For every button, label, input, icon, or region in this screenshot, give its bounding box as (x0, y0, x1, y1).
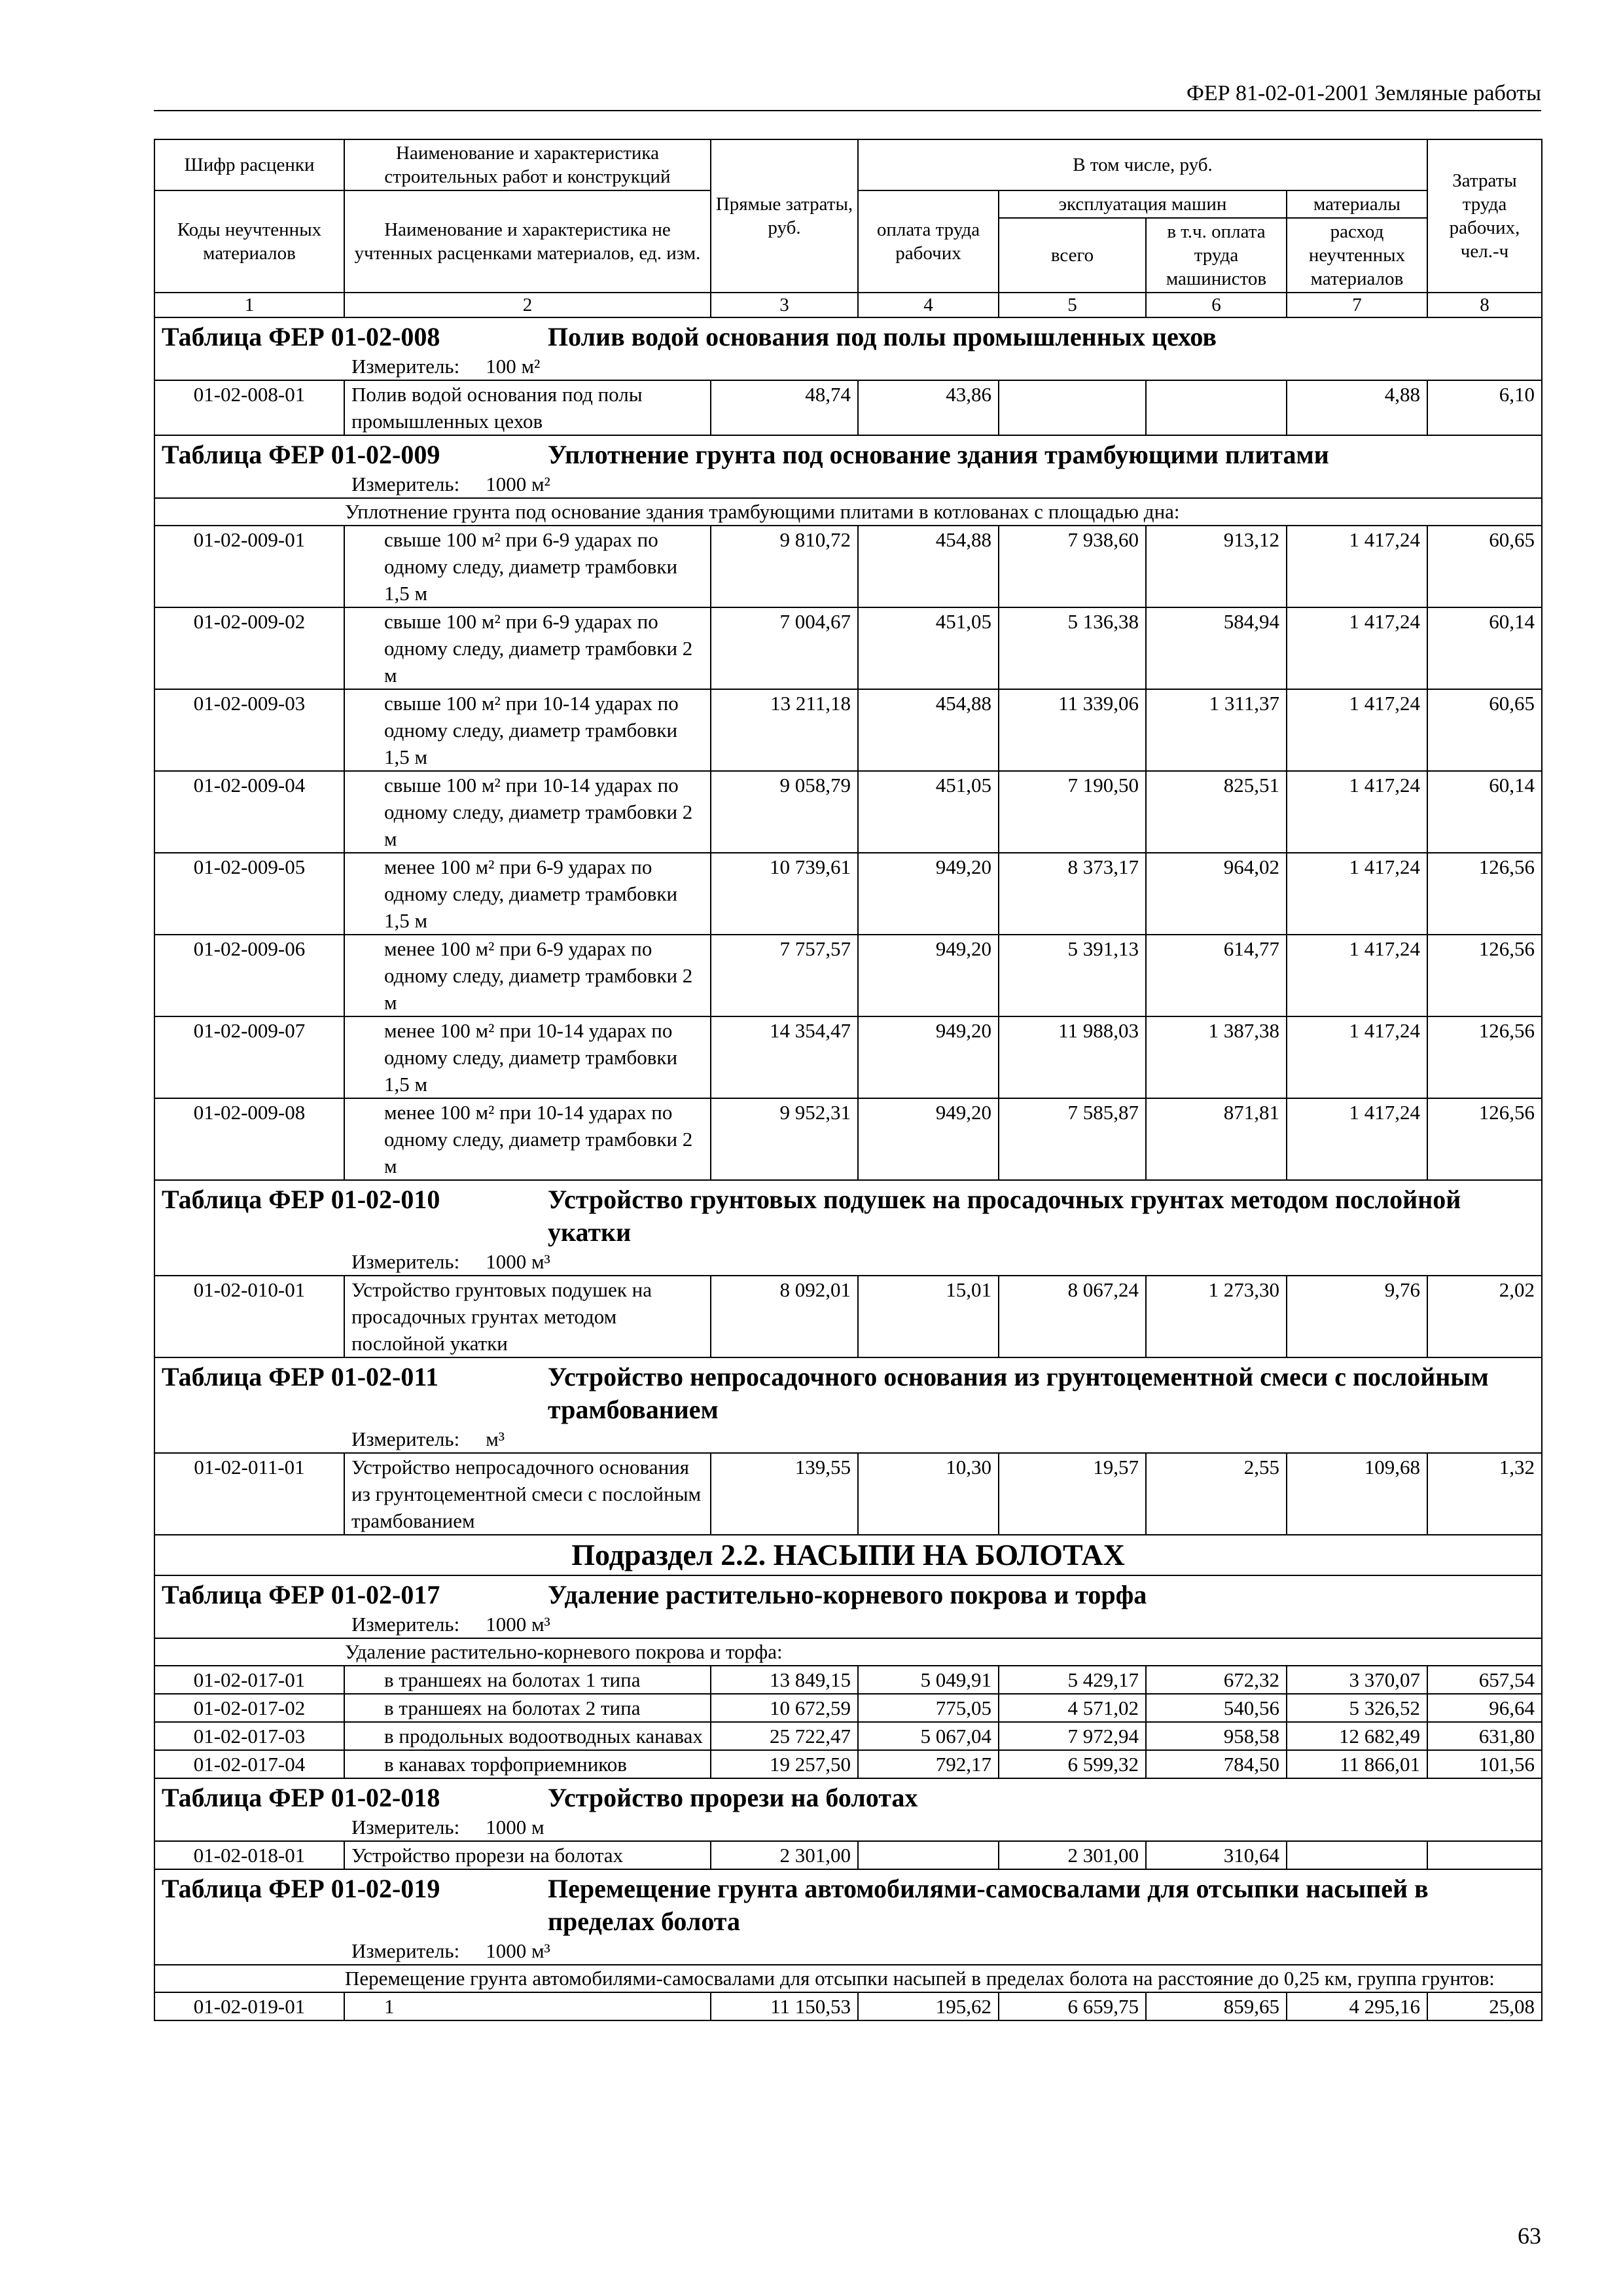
table-cell: 4 295,16 (1287, 1992, 1427, 2020)
table-code: Таблица ФЕР 01-02-009 (162, 440, 440, 469)
table-cell: свыше 100 м² при 10-14 ударах по одному следу, диаметр трамбовки 1,5 м (344, 689, 711, 771)
col-number: 8 (1427, 293, 1542, 317)
table-row (154, 380, 1542, 435)
table-cell: 3 370,07 (1287, 1666, 1427, 1694)
group-row (154, 1965, 1542, 1992)
table-cell: Устройство непросадочного основания из грунтоцементной смеси с послойным трамбованием (344, 1453, 711, 1535)
measure-line (162, 353, 1535, 380)
col-mat-names-header: Наименование и характеристика не учтенных расценками материалов, ед. изм. (344, 190, 711, 293)
table-cell: 913,12 (1146, 526, 1287, 607)
table-cell: 5 391,13 (999, 935, 1146, 1016)
table-cell: 101,56 (1427, 1750, 1542, 1778)
table-cell: 657,54 (1427, 1666, 1542, 1694)
table-cell: 1 417,24 (1287, 1016, 1427, 1098)
table-cell: 01-02-009-04 (154, 771, 344, 853)
measure-unit: 1000 м³ (486, 1250, 550, 1273)
table-title: Устройство грунтовых подушек на просадочных грунтах методом послойной укатки (548, 1185, 1461, 1247)
table-cell: 43,86 (858, 380, 999, 435)
table-cell: 15,01 (858, 1276, 999, 1357)
table-row (154, 853, 1542, 935)
table-title-cell (154, 1180, 1542, 1276)
table-cell (858, 1841, 999, 1869)
table-cell: в продольных водоотводных канавах (344, 1722, 711, 1750)
table-title-row (154, 1575, 1542, 1638)
table-row (154, 1276, 1542, 1357)
table-row (154, 1750, 1542, 1778)
measure-label: Измеритель: (351, 473, 460, 495)
table-cell: 11 866,01 (1287, 1750, 1427, 1778)
table-row (154, 1016, 1542, 1098)
col-number: 5 (999, 293, 1146, 317)
table-cell: 958,58 (1146, 1722, 1287, 1750)
table-cell: 19 257,50 (711, 1750, 858, 1778)
table-title-row (154, 1357, 1542, 1453)
table-cell: 7 972,94 (999, 1722, 1146, 1750)
table-cell: 7 757,57 (711, 935, 858, 1016)
table-cell: 1 417,24 (1287, 607, 1427, 689)
measure-line (162, 1938, 1535, 1964)
table-cell: 48,74 (711, 380, 858, 435)
col-direct-header: Прямые затраты, руб. (711, 139, 858, 293)
col-name-header: Наименование и характеристика строительных работ и конструкций (344, 139, 711, 190)
table-cell: 10 672,59 (711, 1694, 858, 1722)
table-cell: 01-02-017-01 (154, 1666, 344, 1694)
page-number: 63 (1518, 2223, 1541, 2249)
table-cell: 1 (344, 1992, 711, 2020)
table-cell: 01-02-009-06 (154, 935, 344, 1016)
table-cell: 7 938,60 (999, 526, 1146, 607)
table-body (154, 317, 1542, 2020)
table-row (154, 607, 1542, 689)
group-description: Перемещение грунта автомобилями-самосвалами для отсыпки насыпей в пределах болота на расстояние до 0,25 км, группа грунтов: (154, 1965, 1542, 1992)
table-cell: 25 722,47 (711, 1722, 858, 1750)
table-row (154, 689, 1542, 771)
table-cell: 4 571,02 (999, 1694, 1146, 1722)
table-cell (1427, 1841, 1542, 1869)
table-row (154, 1694, 1542, 1722)
table-title: Полив водой основания под полы промышленных цехов (548, 322, 1217, 351)
table-row (154, 1453, 1542, 1535)
table-title-cell (154, 435, 1542, 498)
table-cell: 01-02-009-01 (154, 526, 344, 607)
table-title: Устройство непросадочного основания из грунтоцементной смеси с послойным трамбованием (548, 1362, 1489, 1424)
table-cell: 454,88 (858, 526, 999, 607)
measure-unit: 100 м² (486, 355, 541, 378)
table-cell: 631,80 (1427, 1722, 1542, 1750)
table-cell: 6 659,75 (999, 1992, 1146, 2020)
page-header: ФЕР 81-02-01-2001 Земляные работы (1186, 81, 1541, 105)
table-row (154, 1992, 1542, 2020)
col-number: 7 (1287, 293, 1427, 317)
measure-label: Измеритель: (351, 1613, 460, 1636)
table-cell: 2 301,00 (711, 1841, 858, 1869)
table-cell: 614,77 (1146, 935, 1287, 1016)
measure-label: Измеритель: (351, 1427, 460, 1450)
table-cell: 1 311,37 (1146, 689, 1287, 771)
table-cell: 60,65 (1427, 689, 1542, 771)
table-cell: 1 387,38 (1146, 1016, 1287, 1098)
table-row (154, 771, 1542, 853)
table-cell: 126,56 (1427, 1098, 1542, 1180)
measure-line (162, 1611, 1535, 1638)
measure-line (162, 1814, 1535, 1840)
table-cell (1146, 380, 1287, 435)
table-cell: 10,30 (858, 1453, 999, 1535)
measure-unit: 1000 м³ (486, 1939, 550, 1962)
table-cell: 01-02-017-02 (154, 1694, 344, 1722)
table-cell: 2,55 (1146, 1453, 1287, 1535)
table-cell (1287, 1841, 1427, 1869)
table-cell: 1 417,24 (1287, 1098, 1427, 1180)
table-cell: 01-02-011-01 (154, 1453, 344, 1535)
table-cell: 540,56 (1146, 1694, 1287, 1722)
table-cell: 25,08 (1427, 1992, 1542, 2020)
rates-table (154, 139, 1543, 2021)
table-cell: 109,68 (1287, 1453, 1427, 1535)
col-code-header: Шифр расценки (154, 139, 344, 190)
table-cell: 792,17 (858, 1750, 999, 1778)
table-cell: 7 004,67 (711, 607, 858, 689)
table-cell: 60,14 (1427, 607, 1542, 689)
measure-label: Измеритель: (351, 1816, 460, 1839)
table-cell: 6 599,32 (999, 1750, 1146, 1778)
table-cell: свыше 100 м² при 6-9 ударах по одному следу, диаметр трамбовки 2 м (344, 607, 711, 689)
table-row (154, 935, 1542, 1016)
table-cell: свыше 100 м² при 6-9 ударах по одному следу, диаметр трамбовки 1,5 м (344, 526, 711, 607)
measure-label: Измеритель: (351, 355, 460, 378)
col-labor-cost-header: Затраты труда рабочих, чел.-ч (1427, 139, 1542, 293)
measure-label: Измеритель: (351, 1250, 460, 1273)
table-cell: 454,88 (858, 689, 999, 771)
table-cell: 584,94 (1146, 607, 1287, 689)
table-title-row (154, 1180, 1542, 1276)
table-cell: 964,02 (1146, 853, 1287, 935)
table-cell: 7 585,87 (999, 1098, 1146, 1180)
table-cell: в траншеях на болотах 2 типа (344, 1694, 711, 1722)
table-cell: 6,10 (1427, 380, 1542, 435)
table-cell: 8 092,01 (711, 1276, 858, 1357)
table-title-row (154, 1778, 1542, 1841)
table-cell: 672,32 (1146, 1666, 1287, 1694)
table-row (154, 1722, 1542, 1750)
header-rule (154, 110, 1541, 111)
table-cell: 13 849,15 (711, 1666, 858, 1694)
table-cell: 13 211,18 (711, 689, 858, 771)
table-cell: 949,20 (858, 853, 999, 935)
table-row (154, 526, 1542, 607)
table-cell: 12 682,49 (1287, 1722, 1427, 1750)
table-cell: 825,51 (1146, 771, 1287, 853)
table-cell: 1 417,24 (1287, 689, 1427, 771)
table-code: Таблица ФЕР 01-02-010 (162, 1185, 440, 1214)
col-number: 4 (858, 293, 999, 317)
table-cell: 949,20 (858, 935, 999, 1016)
group-description: Удаление растительно-корневого покрова и торфа: (154, 1638, 1542, 1666)
table-cell: 1 417,24 (1287, 935, 1427, 1016)
col-mat-codes-header: Коды неучтенных материалов (154, 190, 344, 293)
col-number: 6 (1146, 293, 1287, 317)
table-cell: 11 150,53 (711, 1992, 858, 2020)
table-cell: 775,05 (858, 1694, 999, 1722)
table-cell: менее 100 м² при 6-9 ударах по одному следу, диаметр трамбовки 1,5 м (344, 853, 711, 935)
table-cell: 784,50 (1146, 1750, 1287, 1778)
table-cell: 949,20 (858, 1098, 999, 1180)
table-cell: 01-02-009-03 (154, 689, 344, 771)
table-title-cell (154, 1575, 1542, 1638)
table-cell: 01-02-019-01 (154, 1992, 344, 2020)
table-cell: 2,02 (1427, 1276, 1542, 1357)
table-cell: 60,65 (1427, 526, 1542, 607)
table-cell: 9,76 (1287, 1276, 1427, 1357)
table-title: Уплотнение грунта под основание здания трамбующими плитами (548, 440, 1329, 469)
table-cell: 126,56 (1427, 935, 1542, 1016)
measure-line (162, 1426, 1535, 1452)
table-row (154, 1666, 1542, 1694)
table-cell: 11 988,03 (999, 1016, 1146, 1098)
table-title-cell (154, 317, 1542, 380)
subsection-heading-row (154, 1535, 1542, 1575)
group-row (154, 1638, 1542, 1666)
col-machines-header: эксплуатация машин (999, 190, 1287, 218)
table-title-cell (154, 1778, 1542, 1841)
table-cell: 8 373,17 (999, 853, 1146, 935)
table-cell: 1 417,24 (1287, 853, 1427, 935)
table-cell: 871,81 (1146, 1098, 1287, 1180)
table-cell: 96,64 (1427, 1694, 1542, 1722)
table-cell: 949,20 (858, 1016, 999, 1098)
column-numbers-row (154, 293, 1542, 317)
table-cell: 7 190,50 (999, 771, 1146, 853)
table-cell: 1,32 (1427, 1453, 1542, 1535)
table-cell: 01-02-009-07 (154, 1016, 344, 1098)
table-code: Таблица ФЕР 01-02-011 (162, 1362, 439, 1391)
col-machines-total-header: всего (999, 218, 1146, 293)
table-code: Таблица ФЕР 01-02-018 (162, 1783, 440, 1812)
table-cell: менее 100 м² при 6-9 ударах по одному следу, диаметр трамбовки 2 м (344, 935, 711, 1016)
table-title-cell (154, 1357, 1542, 1453)
table-cell: 01-02-017-03 (154, 1722, 344, 1750)
col-number: 3 (711, 293, 858, 317)
table-cell: 60,14 (1427, 771, 1542, 853)
table-cell: 1 273,30 (1146, 1276, 1287, 1357)
col-number: 1 (154, 293, 344, 317)
table-cell: 1 417,24 (1287, 771, 1427, 853)
group-row (154, 498, 1542, 526)
table-cell: 139,55 (711, 1453, 858, 1535)
table-cell: 01-02-010-01 (154, 1276, 344, 1357)
table-row (154, 1098, 1542, 1180)
table-cell: 01-02-009-05 (154, 853, 344, 935)
table-cell: свыше 100 м² при 10-14 ударах по одному следу, диаметр трамбовки 2 м (344, 771, 711, 853)
table-cell: 19,57 (999, 1453, 1146, 1535)
table-cell: Устройство грунтовых подушек на просадочных грунтах методом послойной укатки (344, 1276, 711, 1357)
table-title-cell (154, 1869, 1542, 1965)
table-cell: 451,05 (858, 607, 999, 689)
table-cell: 8 067,24 (999, 1276, 1146, 1357)
table-cell: 310,64 (1146, 1841, 1287, 1869)
col-machines-labor-header: в т.ч. оплата труда машинистов (1146, 218, 1287, 293)
table-title-row (154, 1869, 1542, 1965)
table-cell: менее 100 м² при 10-14 ударах по одному следу, диаметр трамбовки 2 м (344, 1098, 711, 1180)
table-cell: 5 429,17 (999, 1666, 1146, 1694)
table-cell: 859,65 (1146, 1992, 1287, 2020)
col-including-header: В том числе, руб. (858, 139, 1427, 190)
col-labor-pay-header: оплата труда рабочих (858, 190, 999, 293)
table-cell: 195,62 (858, 1992, 999, 2020)
table-cell: 14 354,47 (711, 1016, 858, 1098)
table-title-row (154, 317, 1542, 380)
measure-line (162, 471, 1535, 497)
table-cell (999, 380, 1146, 435)
table-code: Таблица ФЕР 01-02-019 (162, 1874, 440, 1903)
table-cell: 11 339,06 (999, 689, 1146, 771)
group-description: Уплотнение грунта под основание здания трамбующими плитами в котлованах с площадью дна: (154, 498, 1542, 526)
table-cell: 10 739,61 (711, 853, 858, 935)
col-number: 2 (344, 293, 711, 317)
table-header (154, 139, 1542, 317)
measure-unit: 1000 м³ (486, 1613, 550, 1636)
col-materials-header: материалы (1287, 190, 1427, 218)
table-title-row (154, 435, 1542, 498)
table-code: Таблица ФЕР 01-02-017 (162, 1580, 440, 1609)
subsection-heading: Подраздел 2.2. НАСЫПИ НА БОЛОТАХ (154, 1535, 1542, 1575)
col-materials-unaccounted-header: расход неучтенных материалов (1287, 218, 1427, 293)
table-cell: 9 810,72 (711, 526, 858, 607)
table-cell: 2 301,00 (999, 1841, 1146, 1869)
measure-label: Измеритель: (351, 1939, 460, 1962)
table-cell: 4,88 (1287, 380, 1427, 435)
table-cell: 01-02-018-01 (154, 1841, 344, 1869)
table-cell: 451,05 (858, 771, 999, 853)
table-cell: 01-02-017-04 (154, 1750, 344, 1778)
table-cell: 01-02-009-08 (154, 1098, 344, 1180)
table-cell: менее 100 м² при 10-14 ударах по одному следу, диаметр трамбовки 1,5 м (344, 1016, 711, 1098)
table-cell: 5 067,04 (858, 1722, 999, 1750)
table-cell: 1 417,24 (1287, 526, 1427, 607)
table-cell: Полив водой основания под полы промышленных цехов (344, 380, 711, 435)
table-cell: Устройство прорези на болотах (344, 1841, 711, 1869)
table-cell: 126,56 (1427, 1016, 1542, 1098)
table-cell: 9 058,79 (711, 771, 858, 853)
table-cell: 5 326,52 (1287, 1694, 1427, 1722)
measure-unit: 1000 м (486, 1816, 544, 1839)
table-cell: в траншеях на болотах 1 типа (344, 1666, 711, 1694)
measure-unit: 1000 м² (486, 473, 550, 495)
table-cell: 01-02-009-02 (154, 607, 344, 689)
table-cell: 126,56 (1427, 853, 1542, 935)
table-title: Устройство прорези на болотах (548, 1783, 918, 1812)
table-cell: 5 049,91 (858, 1666, 999, 1694)
table-cell: в канавах торфоприемников (344, 1750, 711, 1778)
table-title: Перемещение грунта автомобилями-самосвалами для отсыпки насыпей в пределах болота (548, 1874, 1429, 1936)
table-cell: 01-02-008-01 (154, 380, 344, 435)
table-cell: 9 952,31 (711, 1098, 858, 1180)
table-cell: 5 136,38 (999, 607, 1146, 689)
measure-line (162, 1249, 1535, 1275)
measure-unit: м³ (486, 1427, 505, 1450)
table-row (154, 1841, 1542, 1869)
table-title: Удаление растительно-корневого покрова и торфа (548, 1580, 1147, 1609)
table-code: Таблица ФЕР 01-02-008 (162, 322, 440, 351)
